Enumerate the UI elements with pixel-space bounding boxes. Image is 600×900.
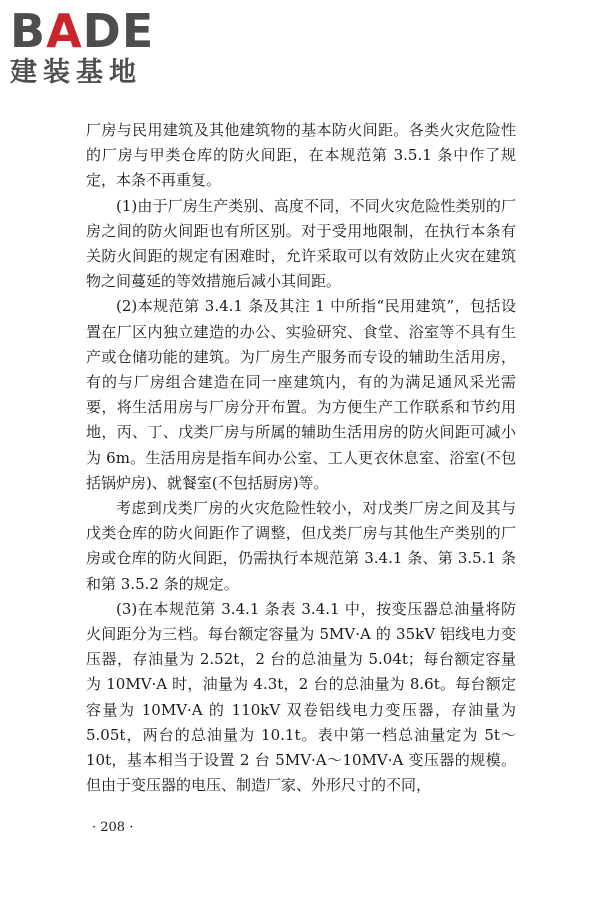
logo-letter-b: B [10,4,47,58]
logo-wordmark [10,4,180,58]
logo-subtitle: 建装基地 [10,57,142,88]
bade-logo [10,4,180,90]
logo-letters-de: DE [82,4,155,58]
paragraph-2: (1)由于厂房生产类别、高度不同，不同火灾危险性类别的厂房之间的防火间距也有所区别。对于受用地限制，在执行本条有关防火间距的规定有困难时，允许采取可以有效防止火灾在建筑物之间蔓延的等效措施后减小其间距。 [86,196,516,291]
paragraph-4: 考虑到戊类厂房的火灾危险性较小，对戊类厂房之间及其与戊类仓库的防火间距作了调整，但戊类厂房与其他生产类别的厂房或仓库的防火间距，仍需执行本规范第 3.4.1 条、第 3.5.1 条和第 3.5.2 条的规定。 [86,499,516,593]
paragraph-1: 厂房与民用建筑及其他建筑物的基本防火间距。各类火灾危险性的厂房与甲类仓库的防火间距，在本规范第 3.5.1 条中作了规定，本条不再重复。 [86,121,516,190]
page-number: · 208 · [92,820,134,835]
paragraph-5: (3)在本规范第 3.4.1 条表 3.4.1 中，按变压器总油量将防火间距分为三档。每台额定容量为 5MV·A 的 35kV 铝线电力变压器，存油量为 2.52t，2 台的总油量为 5.04t；每台额定容量为 10MV·A 时，油量为 4.3t，2 台的总油量为 8.6t。每台额定容量为 10MV·A 的 110kV 双卷铝线电力变压器，存油量为 5.05t，两台的总油量为 10.1t。表中第一档总油量定为 5t～10t，基本相当于设置 2 台 5MV·A～10MV·A 变压器的规模。但由于变压器的电压、制造厂家、外形尺寸的不同， [86,599,516,795]
logo-letter-a-accent: A [46,4,83,58]
page-body [86,118,516,798]
paragraph-3: (2)本规范第 3.4.1 条及其注 1 中所指“民用建筑”，包括设置在厂区内独立建造的办公、实验研究、食堂、浴室等不具有生产或仓储功能的建筑。为厂房生产服务而专设的辅助生活用房，有的与厂房组合建造在同一座建筑内，有的为满足通风采光需要，将生活用房与厂房分开布置。为方便生产工作联系和节约用地，丙、丁、戊类厂房与所属的辅助生活用房的防火间距可减小为 6m。生活用房是指车间办公室、工人更衣休息室、浴室(不包括锅炉房)、就餐室(不包括厨房)等。 [86,297,516,492]
